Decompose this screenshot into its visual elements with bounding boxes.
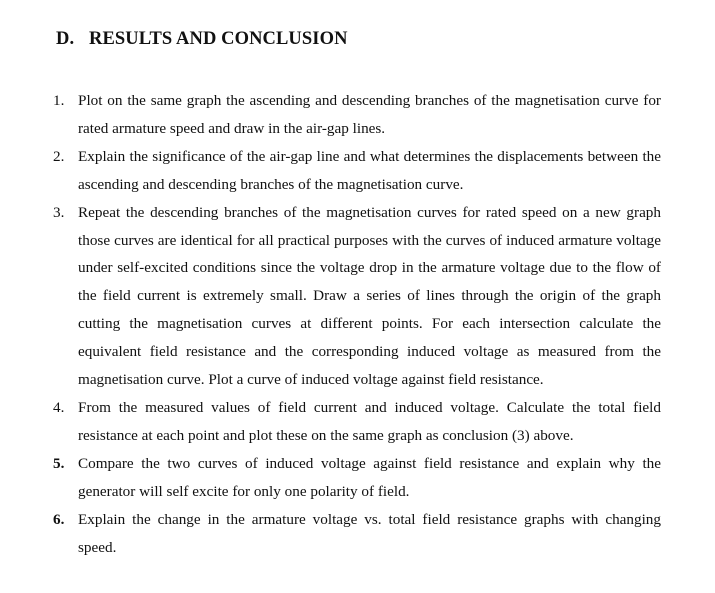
- item-text: Compare the two curves of induced voltage against field resistance and explain why the generator will self excite for only one polarity of field.: [78, 454, 661, 500]
- item-text: Repeat the descending branches of the magnetisation curves for rated speed on a new graph those curves are identical for all practical purposes with the curves of induced armature voltage under self-excited conditions since the voltage drop in the armature voltage due to the flow of the field current is extremely small. Draw a series of lines through the origin of the graph cutting the magnetisation curves at different points. For each intersection calculate the equivalent field resistance and the corresponding induced voltage as measured from the magnetisation curve. Plot a curve of induced voltage against field resistance.: [78, 203, 661, 389]
- item-text: From the measured values of field current and induced voltage. Calculate the total field resistance at each point and plot these on the same graph as conclusion (3) above.: [78, 398, 661, 444]
- item-number: 6.: [53, 510, 65, 528]
- item-number: 3.: [53, 203, 65, 221]
- item-text: Plot on the same graph the ascending and descending branches of the magnetisation curve for rated armature speed and draw in the air-gap lines.: [78, 92, 661, 137]
- list-item: [53, 450, 661, 506]
- list-item: [53, 394, 661, 450]
- list-item: [53, 87, 661, 143]
- section-title: RESULTS AND CONCLUSION: [89, 29, 348, 49]
- item-number: 5.: [53, 454, 65, 472]
- list-item: [53, 506, 661, 562]
- section-number: D.: [56, 29, 75, 49]
- item-text: Explain the significance of the air-gap line and what determines the displacements between the ascending and descending branches of the magnetisation curve.: [78, 147, 661, 193]
- list-item: [53, 143, 661, 199]
- list-item: [53, 199, 661, 394]
- item-number: 2.: [53, 147, 65, 165]
- item-number: 4.: [53, 398, 65, 416]
- item-number: 1.: [53, 92, 65, 109]
- section-heading: [56, 29, 348, 50]
- conclusion-list: [53, 87, 661, 561]
- item-text: Explain the change in the armature voltage vs. total field resistance graphs with changing speed.: [78, 510, 661, 556]
